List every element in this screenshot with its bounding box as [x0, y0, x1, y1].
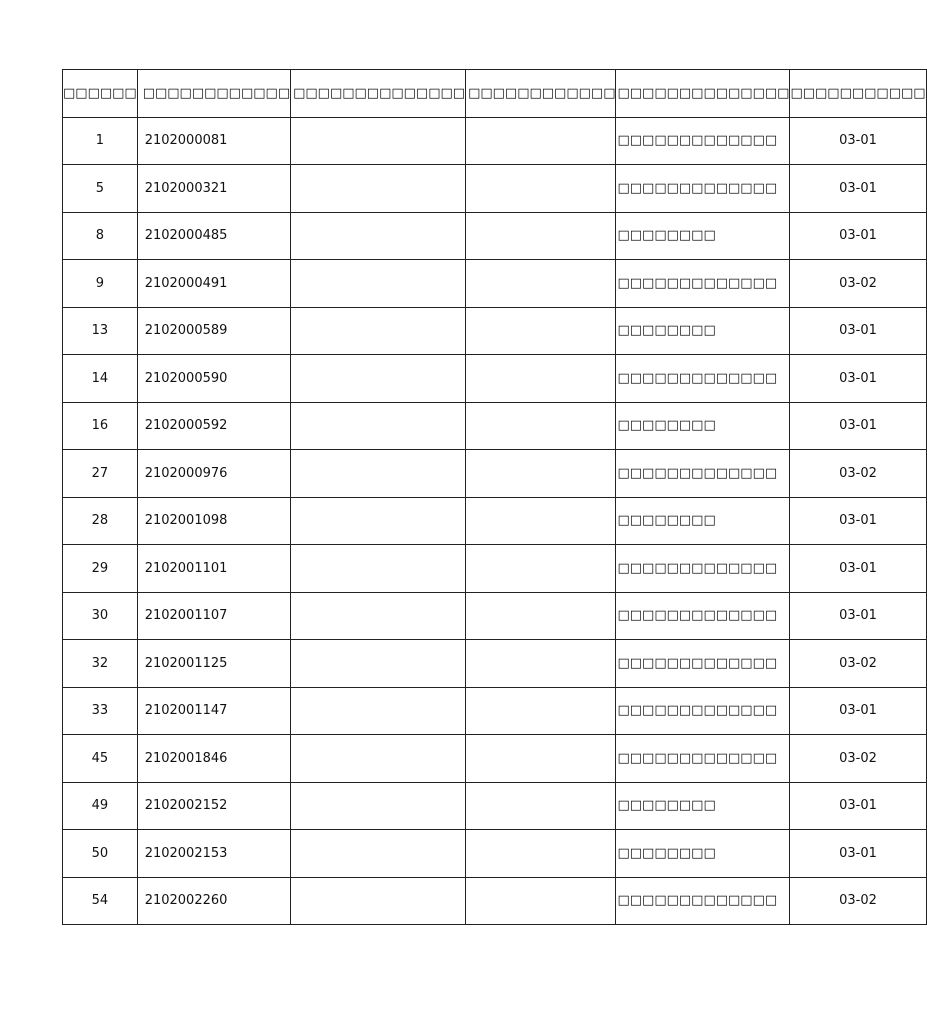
name-cell[interactable]: □□□□□□□□ [616, 307, 790, 355]
empty-cell-3[interactable] [291, 830, 466, 878]
row-number-cell[interactable]: 45 [63, 735, 138, 783]
header-cell-5[interactable]: □□□□□□□□□□□□□□ [616, 70, 790, 118]
code-cell[interactable]: 2102000081 [137, 117, 290, 165]
spreadsheet-table [62, 69, 927, 925]
row-number-cell[interactable]: 27 [63, 450, 138, 498]
code-cell[interactable]: 2102000976 [137, 450, 290, 498]
date-cell[interactable]: 03-02 [790, 877, 926, 925]
name-cell[interactable]: □□□□□□□□□□□□□ [616, 355, 790, 403]
empty-cell-4[interactable] [466, 450, 616, 498]
row-number-cell[interactable]: 29 [63, 545, 138, 593]
code-cell[interactable]: 2102001107 [137, 592, 290, 640]
row-number-cell[interactable]: 30 [63, 592, 138, 640]
code-cell[interactable]: 2102002260 [137, 877, 290, 925]
table-body [63, 117, 927, 925]
name-cell[interactable]: □□□□□□□□□□□□□ [616, 877, 790, 925]
table-row [63, 355, 927, 403]
table-row [63, 640, 927, 688]
row-number-cell[interactable]: 14 [63, 355, 138, 403]
empty-cell-4[interactable] [466, 307, 616, 355]
table-row [63, 402, 927, 450]
empty-cell-4[interactable] [466, 355, 616, 403]
table-row [63, 687, 927, 735]
row-number-cell[interactable]: 1 [63, 117, 138, 165]
table-row [63, 165, 927, 213]
name-cell[interactable]: □□□□□□□□□□□□□ [616, 450, 790, 498]
code-cell[interactable]: 2102002153 [137, 830, 290, 878]
date-cell[interactable]: 03-01 [790, 117, 926, 165]
empty-cell-3[interactable] [291, 545, 466, 593]
code-cell[interactable]: 2102000321 [137, 165, 290, 213]
table-row [63, 117, 927, 165]
row-number-cell[interactable]: 33 [63, 687, 138, 735]
name-cell[interactable]: □□□□□□□□□□□□□ [616, 117, 790, 165]
empty-cell-4[interactable] [466, 117, 616, 165]
empty-cell-3[interactable] [291, 497, 466, 545]
empty-cell-3[interactable] [291, 592, 466, 640]
table-row [63, 877, 927, 925]
header-row [63, 70, 927, 118]
empty-cell-4[interactable] [466, 830, 616, 878]
name-cell[interactable]: □□□□□□□□□□□□□ [616, 735, 790, 783]
empty-cell-4[interactable] [466, 212, 616, 260]
table-row [63, 735, 927, 783]
table-row [63, 260, 927, 308]
table-row [63, 212, 927, 260]
code-cell[interactable]: 2102000590 [137, 355, 290, 403]
name-cell[interactable]: □□□□□□□□□□□□□ [616, 687, 790, 735]
empty-cell-3[interactable] [291, 355, 466, 403]
date-cell[interactable]: 03-02 [790, 260, 926, 308]
empty-cell-4[interactable] [466, 687, 616, 735]
row-number-cell[interactable]: 28 [63, 497, 138, 545]
date-cell[interactable]: 03-02 [790, 450, 926, 498]
empty-cell-3[interactable] [291, 212, 466, 260]
empty-cell-3[interactable] [291, 117, 466, 165]
date-cell[interactable]: 03-02 [790, 735, 926, 783]
empty-cell-4[interactable] [466, 782, 616, 830]
code-cell[interactable]: 2102002152 [137, 782, 290, 830]
row-number-cell[interactable]: 8 [63, 212, 138, 260]
row-number-cell[interactable]: 54 [63, 877, 138, 925]
empty-cell-4[interactable] [466, 735, 616, 783]
name-cell[interactable]: □□□□□□□□ [616, 782, 790, 830]
empty-cell-4[interactable] [466, 497, 616, 545]
code-cell[interactable]: 2102000491 [137, 260, 290, 308]
code-cell[interactable]: 2102001098 [137, 497, 290, 545]
name-cell[interactable]: □□□□□□□□ [616, 830, 790, 878]
empty-cell-3[interactable] [291, 260, 466, 308]
empty-cell-3[interactable] [291, 687, 466, 735]
empty-cell-3[interactable] [291, 735, 466, 783]
empty-cell-3[interactable] [291, 165, 466, 213]
row-number-cell[interactable]: 5 [63, 165, 138, 213]
header-cell-1[interactable]: □□□□□□ [63, 70, 138, 118]
row-number-cell[interactable]: 32 [63, 640, 138, 688]
row-number-cell[interactable]: 9 [63, 260, 138, 308]
empty-cell-4[interactable] [466, 165, 616, 213]
name-cell[interactable]: □□□□□□□□ [616, 402, 790, 450]
date-cell[interactable]: 03-01 [790, 545, 926, 593]
date-cell[interactable]: 03-01 [790, 212, 926, 260]
code-cell[interactable]: 2102000592 [137, 402, 290, 450]
empty-cell-4[interactable] [466, 877, 616, 925]
date-cell[interactable]: 03-01 [790, 830, 926, 878]
name-cell[interactable]: □□□□□□□□□□□□□ [616, 640, 790, 688]
empty-cell-3[interactable] [291, 307, 466, 355]
header-cell-6[interactable]: □□□□□□□□□□□ [790, 70, 926, 118]
table-row [63, 497, 927, 545]
date-cell[interactable]: 03-01 [790, 782, 926, 830]
date-cell[interactable]: 03-01 [790, 687, 926, 735]
date-cell[interactable]: 03-01 [790, 307, 926, 355]
code-cell[interactable]: 2102001125 [137, 640, 290, 688]
row-number-cell[interactable]: 50 [63, 830, 138, 878]
table-row [63, 545, 927, 593]
header-cell-4[interactable]: □□□□□□□□□□□□ [466, 70, 616, 118]
row-number-cell[interactable]: 49 [63, 782, 138, 830]
empty-cell-3[interactable] [291, 402, 466, 450]
date-cell[interactable]: 03-01 [790, 402, 926, 450]
code-cell[interactable]: 2102001846 [137, 735, 290, 783]
empty-cell-3[interactable] [291, 450, 466, 498]
empty-cell-3[interactable] [291, 877, 466, 925]
empty-cell-4[interactable] [466, 640, 616, 688]
name-cell[interactable]: □□□□□□□□□□□□□ [616, 165, 790, 213]
date-cell[interactable]: 03-01 [790, 592, 926, 640]
table-row [63, 830, 927, 878]
empty-cell-3[interactable] [291, 782, 466, 830]
code-cell[interactable]: 2102000589 [137, 307, 290, 355]
table-row [63, 782, 927, 830]
date-cell[interactable]: 03-01 [790, 355, 926, 403]
date-cell[interactable]: 03-02 [790, 640, 926, 688]
row-number-cell[interactable]: 13 [63, 307, 138, 355]
name-cell[interactable]: □□□□□□□□□□□□□ [616, 260, 790, 308]
header-cell-2[interactable]: □□□□□□□□□□□□ [137, 70, 290, 118]
name-cell[interactable]: □□□□□□□□□□□□□ [616, 545, 790, 593]
table-row [63, 307, 927, 355]
header-cell-3[interactable]: □□□□□□□□□□□□□□ [291, 70, 466, 118]
name-cell[interactable]: □□□□□□□□ [616, 497, 790, 545]
table-row [63, 450, 927, 498]
date-cell[interactable]: 03-01 [790, 165, 926, 213]
empty-cell-4[interactable] [466, 260, 616, 308]
code-cell[interactable]: 2102001147 [137, 687, 290, 735]
table-row [63, 592, 927, 640]
empty-cell-3[interactable] [291, 640, 466, 688]
empty-cell-4[interactable] [466, 402, 616, 450]
empty-cell-4[interactable] [466, 592, 616, 640]
date-cell[interactable]: 03-01 [790, 497, 926, 545]
code-cell[interactable]: 2102000485 [137, 212, 290, 260]
name-cell[interactable]: □□□□□□□□ [616, 212, 790, 260]
row-number-cell[interactable]: 16 [63, 402, 138, 450]
empty-cell-4[interactable] [466, 545, 616, 593]
code-cell[interactable]: 2102001101 [137, 545, 290, 593]
name-cell[interactable]: □□□□□□□□□□□□□ [616, 592, 790, 640]
